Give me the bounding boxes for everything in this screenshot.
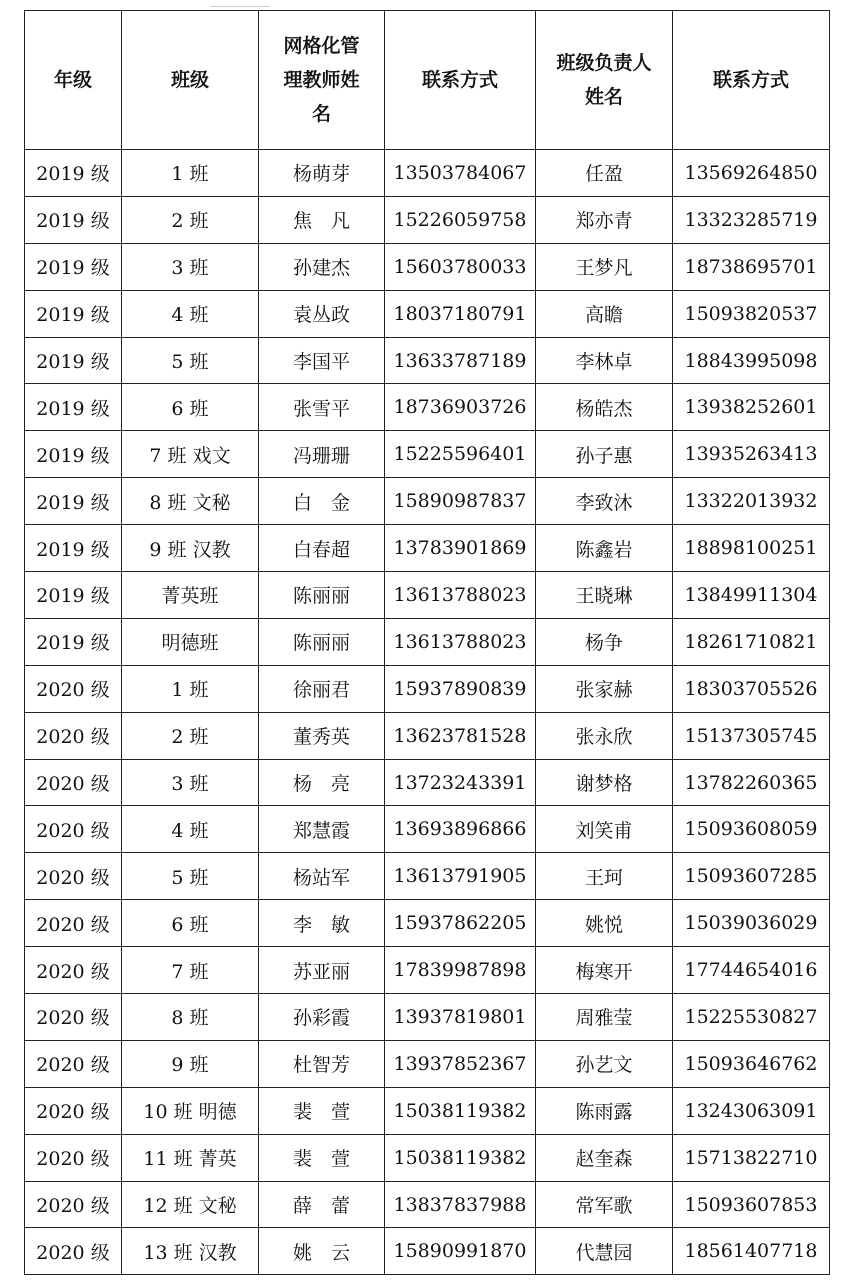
teacher-contact-cell: 13613788023 [385, 572, 536, 619]
grade-cell: 2020 级 [25, 1040, 122, 1087]
header-teacher-contact: 联系方式 [385, 11, 536, 150]
leader-contact-cell: 13782260365 [673, 759, 830, 806]
class-cell: 11 班 菁英 [122, 1134, 259, 1181]
teacher-contact-cell: 15603780033 [385, 243, 536, 290]
table-row [25, 196, 830, 243]
leader-contact-cell: 13938252601 [673, 384, 830, 431]
header-grid-teacher-name: 网格化管理教师姓名 [259, 11, 385, 150]
table-header [25, 11, 830, 150]
grade-cell: 2020 级 [25, 853, 122, 900]
grid-teacher-name-cell: 郑慧霞 [259, 806, 385, 853]
grid-teacher-name-cell: 白春超 [259, 525, 385, 572]
class-leader-name-cell: 陈鑫岩 [536, 525, 673, 572]
class-cell: 9 班 [122, 1040, 259, 1087]
grade-cell: 2019 级 [25, 431, 122, 478]
class-cell: 1 班 [122, 150, 259, 197]
grade-cell: 2020 级 [25, 1134, 122, 1181]
table-row [25, 1134, 830, 1181]
class-leader-name-cell: 刘笑甫 [536, 806, 673, 853]
leader-contact-cell: 15137305745 [673, 712, 830, 759]
class-leader-name-cell: 杨皓杰 [536, 384, 673, 431]
leader-contact-cell: 15093607285 [673, 853, 830, 900]
teacher-contact-cell: 13783901869 [385, 525, 536, 572]
class-leader-name-cell: 杨争 [536, 618, 673, 665]
table-row [25, 384, 830, 431]
teacher-contact-cell: 17839987898 [385, 947, 536, 994]
leader-contact-cell: 18303705526 [673, 665, 830, 712]
grid-teacher-name-cell: 薛 蕾 [259, 1181, 385, 1228]
grid-teacher-name-cell: 姚 云 [259, 1228, 385, 1275]
header-leader-contact: 联系方式 [673, 11, 830, 150]
grid-teacher-name-cell: 孙彩霞 [259, 994, 385, 1041]
teacher-contact-cell: 15038119382 [385, 1134, 536, 1181]
grade-cell: 2019 级 [25, 572, 122, 619]
grid-teacher-name-cell: 董秀英 [259, 712, 385, 759]
grade-cell: 2020 级 [25, 1087, 122, 1134]
class-cell: 12 班 文秘 [122, 1181, 259, 1228]
teacher-contact-cell: 18736903726 [385, 384, 536, 431]
grade-cell: 2020 级 [25, 665, 122, 712]
class-contact-table [24, 10, 830, 1275]
class-leader-name-cell: 赵奎森 [536, 1134, 673, 1181]
table-row [25, 290, 830, 337]
teacher-contact-cell: 15225596401 [385, 431, 536, 478]
teacher-contact-cell: 13633787189 [385, 337, 536, 384]
grade-cell: 2020 级 [25, 806, 122, 853]
table-row [25, 1087, 830, 1134]
leader-contact-cell: 18738695701 [673, 243, 830, 290]
leader-contact-cell: 15713822710 [673, 1134, 830, 1181]
class-cell: 7 班 戏文 [122, 431, 259, 478]
leader-contact-cell: 13323285719 [673, 196, 830, 243]
teacher-contact-cell: 13623781528 [385, 712, 536, 759]
class-cell: 2 班 [122, 712, 259, 759]
class-leader-name-cell: 张永欣 [536, 712, 673, 759]
grade-cell: 2019 级 [25, 337, 122, 384]
table-row [25, 478, 830, 525]
class-cell: 8 班 文秘 [122, 478, 259, 525]
grid-teacher-name-cell: 李 敏 [259, 900, 385, 947]
header-class: 班级 [122, 11, 259, 150]
class-cell: 5 班 [122, 337, 259, 384]
leader-contact-cell: 13322013932 [673, 478, 830, 525]
leader-contact-cell: 15093820537 [673, 290, 830, 337]
table-row [25, 618, 830, 665]
class-leader-name-cell: 代慧园 [536, 1228, 673, 1275]
header-class-leader-name: 班级负责人姓名 [536, 11, 673, 150]
grid-teacher-name-cell: 裴 萱 [259, 1087, 385, 1134]
leader-contact-cell: 13243063091 [673, 1087, 830, 1134]
grid-teacher-name-cell: 苏亚丽 [259, 947, 385, 994]
grade-cell: 2019 级 [25, 243, 122, 290]
grid-teacher-name-cell: 杨站军 [259, 853, 385, 900]
class-cell: 3 班 [122, 243, 259, 290]
class-cell: 13 班 汉教 [122, 1228, 259, 1275]
class-leader-name-cell: 常军歌 [536, 1181, 673, 1228]
table-row [25, 525, 830, 572]
teacher-contact-cell: 13723243391 [385, 759, 536, 806]
table-row [25, 431, 830, 478]
grid-teacher-name-cell: 张雪平 [259, 384, 385, 431]
teacher-contact-cell: 13937819801 [385, 994, 536, 1041]
grid-teacher-name-cell: 徐丽君 [259, 665, 385, 712]
teacher-contact-cell: 13693896866 [385, 806, 536, 853]
grade-cell: 2019 级 [25, 150, 122, 197]
class-cell: 2 班 [122, 196, 259, 243]
class-cell: 6 班 [122, 384, 259, 431]
teacher-contact-cell: 15890991870 [385, 1228, 536, 1275]
class-cell: 9 班 汉教 [122, 525, 259, 572]
grid-teacher-name-cell: 李国平 [259, 337, 385, 384]
grade-cell: 2020 级 [25, 1228, 122, 1275]
class-leader-name-cell: 任盈 [536, 150, 673, 197]
leader-contact-cell: 18561407718 [673, 1228, 830, 1275]
grid-teacher-name-cell: 孙建杰 [259, 243, 385, 290]
class-leader-name-cell: 孙子惠 [536, 431, 673, 478]
table-row [25, 994, 830, 1041]
class-leader-name-cell: 郑亦青 [536, 196, 673, 243]
header-row [25, 11, 830, 150]
class-cell: 3 班 [122, 759, 259, 806]
grid-teacher-name-cell: 冯珊珊 [259, 431, 385, 478]
grade-cell: 2019 级 [25, 196, 122, 243]
class-leader-name-cell: 王梦凡 [536, 243, 673, 290]
grade-cell: 2019 级 [25, 525, 122, 572]
teacher-contact-cell: 15937862205 [385, 900, 536, 947]
class-leader-name-cell: 李林卓 [536, 337, 673, 384]
leader-contact-cell: 15225530827 [673, 994, 830, 1041]
leader-contact-cell: 15093608059 [673, 806, 830, 853]
grid-teacher-name-cell: 杨 亮 [259, 759, 385, 806]
grade-cell: 2019 级 [25, 478, 122, 525]
grade-cell: 2019 级 [25, 618, 122, 665]
class-leader-name-cell: 王晓琳 [536, 572, 673, 619]
class-cell: 8 班 [122, 994, 259, 1041]
table-row [25, 665, 830, 712]
leader-contact-cell: 18843995098 [673, 337, 830, 384]
class-leader-name-cell: 孙艺文 [536, 1040, 673, 1087]
class-leader-name-cell: 张家赫 [536, 665, 673, 712]
leader-contact-cell: 18261710821 [673, 618, 830, 665]
class-leader-name-cell: 王珂 [536, 853, 673, 900]
table-body [25, 150, 830, 1275]
table-row [25, 150, 830, 197]
leader-contact-cell: 13935263413 [673, 431, 830, 478]
grade-cell: 2020 级 [25, 1181, 122, 1228]
table-row [25, 337, 830, 384]
grid-teacher-name-cell: 陈丽丽 [259, 618, 385, 665]
class-cell: 明德班 [122, 618, 259, 665]
header-grade: 年级 [25, 11, 122, 150]
table-row [25, 947, 830, 994]
class-leader-name-cell: 姚悦 [536, 900, 673, 947]
table-row [25, 1181, 830, 1228]
leader-contact-cell: 15093646762 [673, 1040, 830, 1087]
grid-teacher-name-cell: 裴 萱 [259, 1134, 385, 1181]
class-leader-name-cell: 梅寒开 [536, 947, 673, 994]
class-cell: 4 班 [122, 290, 259, 337]
class-cell: 1 班 [122, 665, 259, 712]
leader-contact-cell: 13569264850 [673, 150, 830, 197]
teacher-contact-cell: 15890987837 [385, 478, 536, 525]
table-row [25, 900, 830, 947]
table-row [25, 1228, 830, 1275]
class-cell: 菁英班 [122, 572, 259, 619]
teacher-contact-cell: 15226059758 [385, 196, 536, 243]
table-row [25, 759, 830, 806]
teacher-contact-cell: 13937852367 [385, 1040, 536, 1087]
class-cell: 5 班 [122, 853, 259, 900]
class-leader-name-cell: 陈雨露 [536, 1087, 673, 1134]
class-leader-name-cell: 谢梦格 [536, 759, 673, 806]
grade-cell: 2020 级 [25, 759, 122, 806]
table-row [25, 572, 830, 619]
class-cell: 10 班 明德 [122, 1087, 259, 1134]
table-row [25, 712, 830, 759]
grid-teacher-name-cell: 袁丛政 [259, 290, 385, 337]
teacher-contact-cell: 13837837988 [385, 1181, 536, 1228]
class-cell: 7 班 [122, 947, 259, 994]
leader-contact-cell: 15093607853 [673, 1181, 830, 1228]
grid-teacher-name-cell: 杨萌芽 [259, 150, 385, 197]
grade-cell: 2019 级 [25, 384, 122, 431]
leader-contact-cell: 18898100251 [673, 525, 830, 572]
table-row [25, 243, 830, 290]
grade-cell: 2020 级 [25, 900, 122, 947]
grade-cell: 2020 级 [25, 947, 122, 994]
class-leader-name-cell: 周雅莹 [536, 994, 673, 1041]
grid-teacher-name-cell: 杜智芳 [259, 1040, 385, 1087]
table-row [25, 806, 830, 853]
leader-contact-cell: 17744654016 [673, 947, 830, 994]
grade-cell: 2020 级 [25, 712, 122, 759]
class-cell: 4 班 [122, 806, 259, 853]
table-row [25, 853, 830, 900]
teacher-contact-cell: 18037180791 [385, 290, 536, 337]
teacher-contact-cell: 15937890839 [385, 665, 536, 712]
class-cell: 6 班 [122, 900, 259, 947]
grade-cell: 2020 级 [25, 994, 122, 1041]
grade-cell: 2019 级 [25, 290, 122, 337]
class-leader-name-cell: 高瞻 [536, 290, 673, 337]
grid-teacher-name-cell: 白 金 [259, 478, 385, 525]
top-edge-fragment [210, 0, 270, 7]
teacher-contact-cell: 15038119382 [385, 1087, 536, 1134]
teacher-contact-cell: 13503784067 [385, 150, 536, 197]
grid-teacher-name-cell: 焦 凡 [259, 196, 385, 243]
teacher-contact-cell: 13613788023 [385, 618, 536, 665]
leader-contact-cell: 15039036029 [673, 900, 830, 947]
leader-contact-cell: 13849911304 [673, 572, 830, 619]
table-row [25, 1040, 830, 1087]
grid-teacher-name-cell: 陈丽丽 [259, 572, 385, 619]
teacher-contact-cell: 13613791905 [385, 853, 536, 900]
class-leader-name-cell: 李致沐 [536, 478, 673, 525]
